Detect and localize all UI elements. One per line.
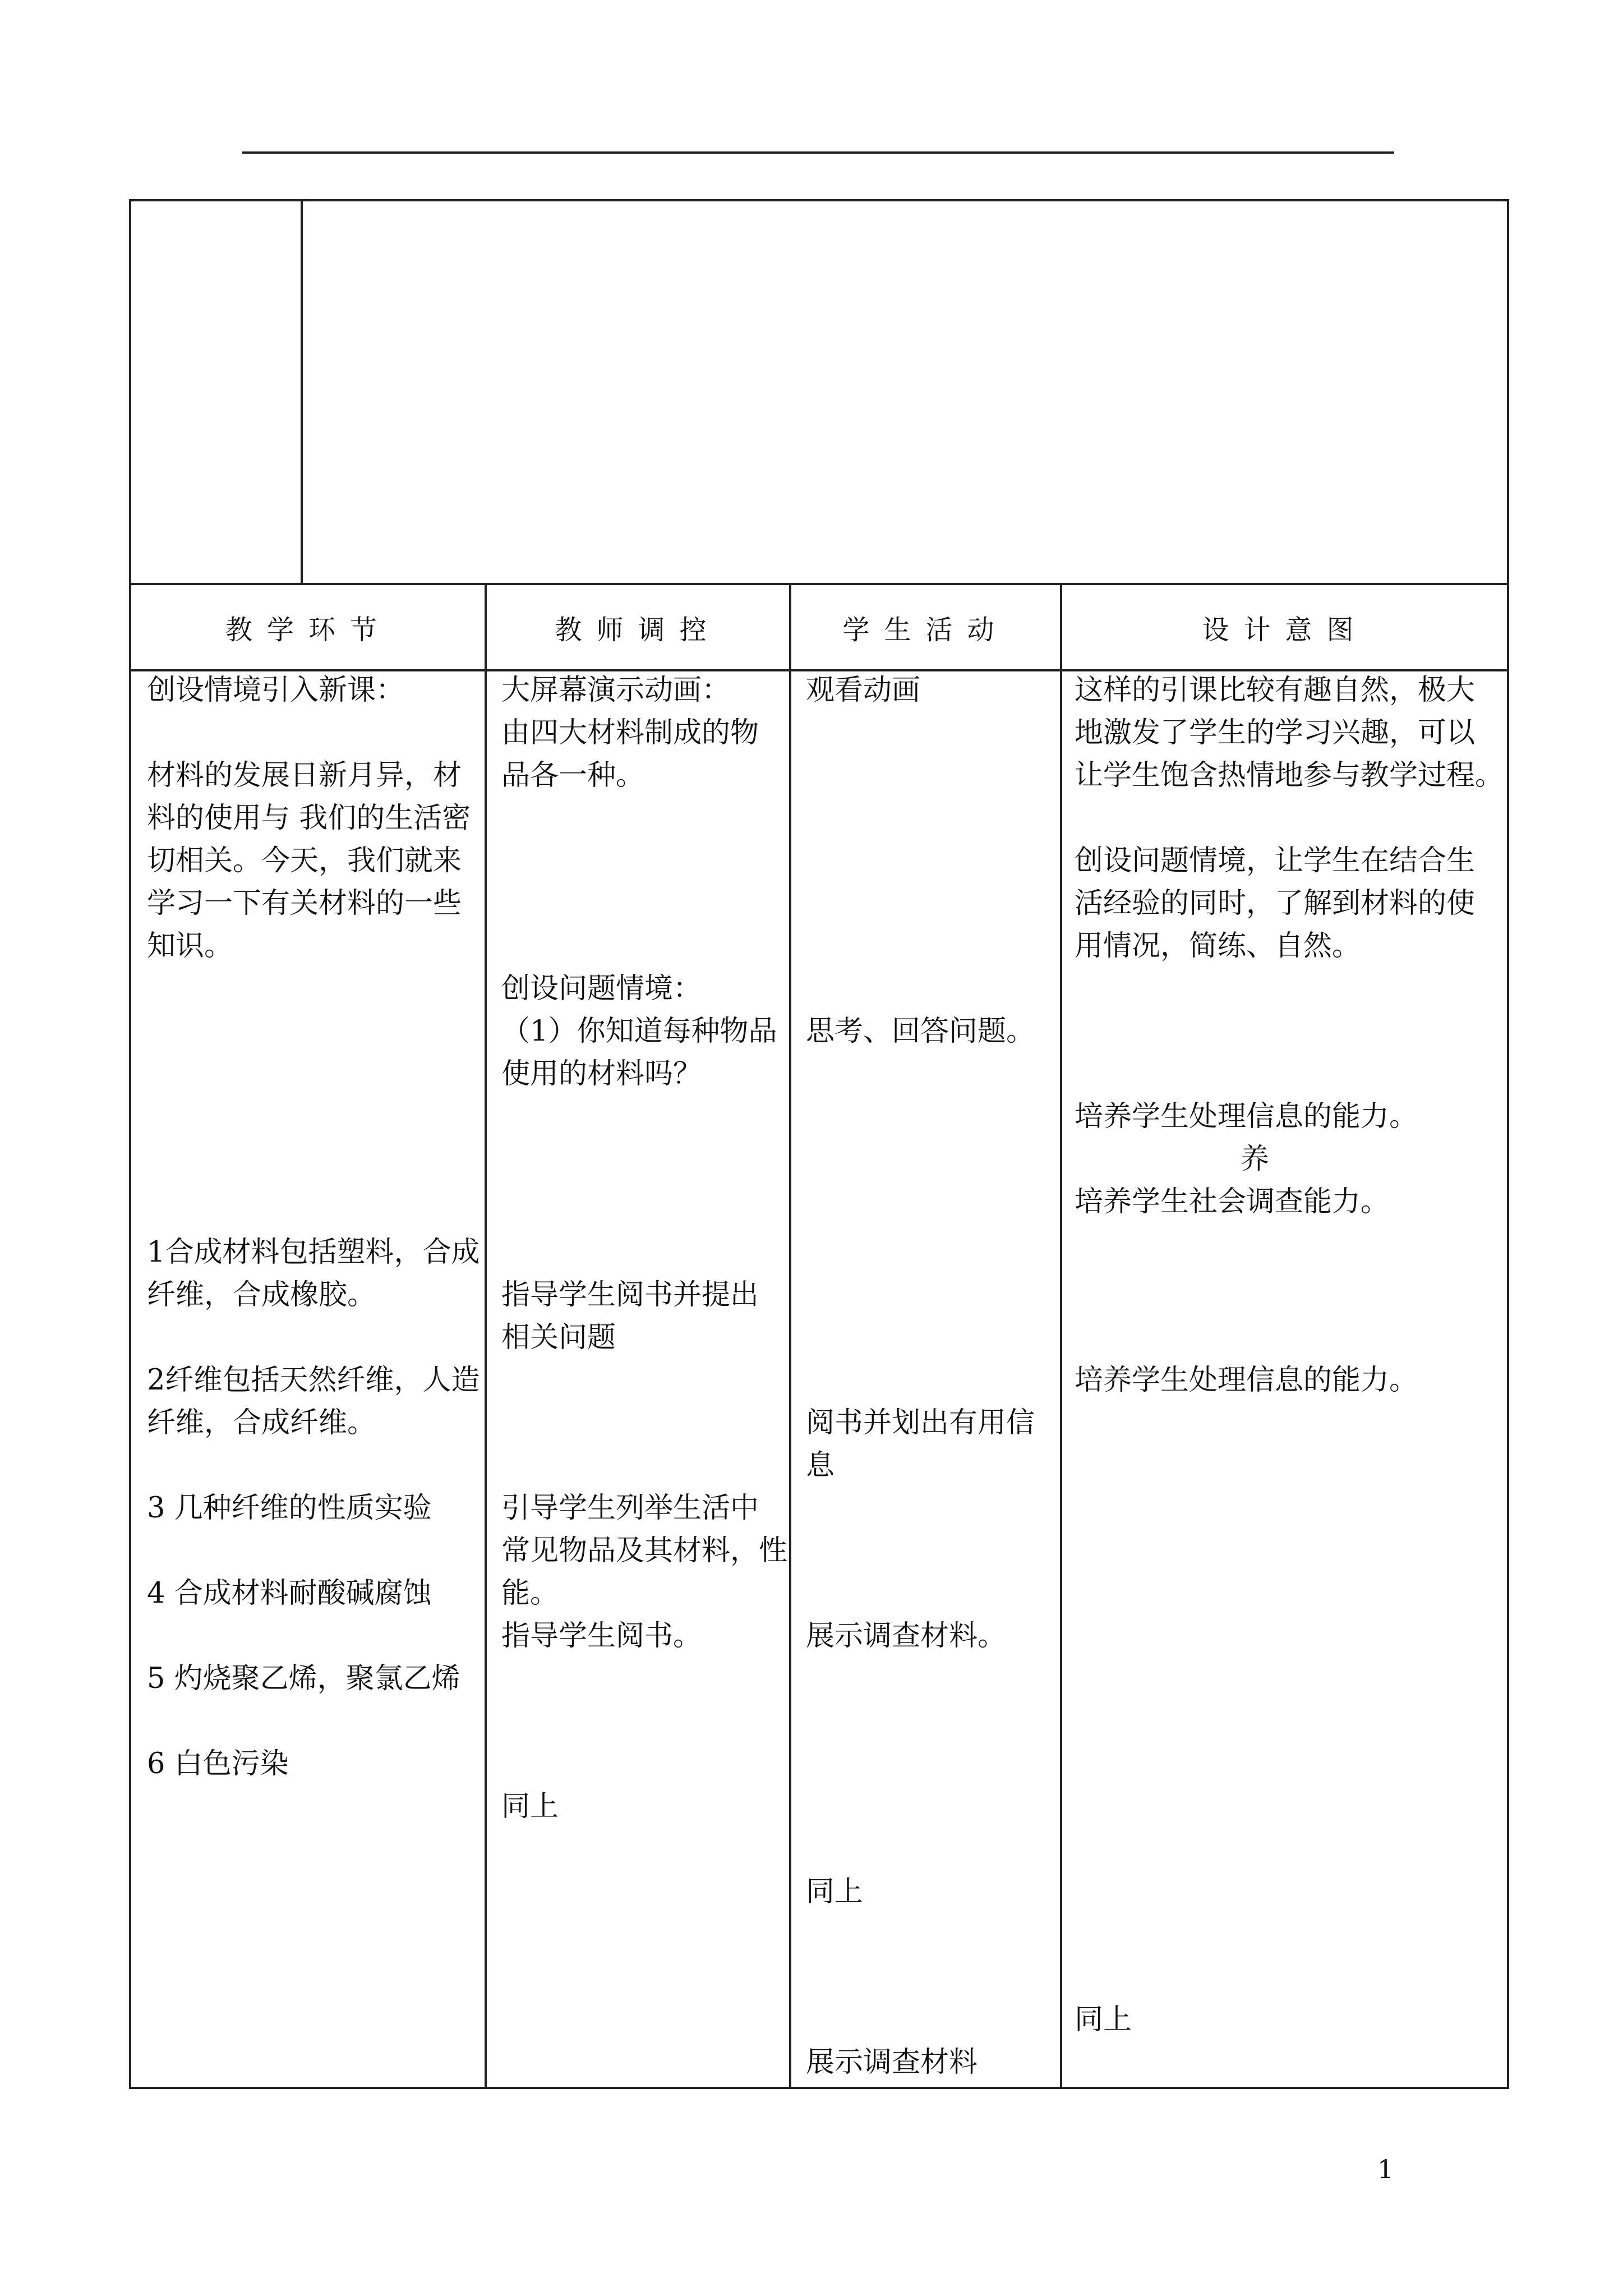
cell-student-activity [790, 669, 1060, 2087]
student-line: 息 [806, 1449, 835, 1482]
student-line: 同上 [806, 1875, 864, 1908]
student-line: 观看动画 [806, 674, 921, 707]
intent-line: 让学生饱含热情地参与教学过程。 [1075, 759, 1504, 792]
teacher-line: 常见物品及其材料，性 [501, 1534, 788, 1567]
intent-line: 培养学生处理信息的能力。 [1075, 1364, 1418, 1397]
table-header-row [131, 585, 1507, 671]
intent-line: 地激发了学生的学习兴趣，可以 [1075, 716, 1476, 749]
teacher-line: 品各一种。 [501, 759, 645, 792]
lesson-plan-table [129, 585, 1509, 2089]
stage-line: 材料的发展日新月异，材 [147, 759, 462, 792]
teacher-line: 指导学生阅书。 [501, 1619, 702, 1653]
teacher-line: 指导学生阅书并提出 [501, 1278, 759, 1312]
teacher-line: 使用的材料吗？ [501, 1057, 702, 1091]
teacher-line: 同上 [501, 1790, 559, 1823]
intent-line: 用情况，简练、自然。 [1075, 930, 1361, 963]
intent-line: 创设问题情境，让学生在结合生 [1075, 844, 1476, 877]
stage-line: 1合成材料包括塑料，合成 [147, 1236, 480, 1269]
teacher-line: 由四大材料制成的物 [501, 716, 759, 749]
stage-line: 知识。 [147, 930, 233, 963]
student-line: 阅书并划出有用信 [806, 1406, 1035, 1439]
cell-teaching-stage [131, 669, 485, 2087]
stage-line: 6 白色污染 [147, 1747, 289, 1780]
teacher-line: 相关问题 [501, 1321, 616, 1354]
intent-line: 培养学生社会调查能力。 [1075, 1185, 1390, 1218]
upper-empty-table [129, 199, 1509, 585]
stage-line: 3 几种纤维的性质实验 [147, 1492, 432, 1525]
stage-line: 纤维，合成橡胶。 [147, 1278, 376, 1312]
header-teaching-stage: 教学环节 [225, 614, 391, 646]
teacher-line: 能。 [501, 1577, 559, 1610]
stage-line: 5 灼烧聚乙烯，聚氯乙烯 [147, 1662, 460, 1695]
header-rule [242, 151, 1394, 154]
stage-line: 学习一下有关材料的一些 [147, 887, 462, 920]
student-line: 思考、回答问题。 [806, 1015, 1035, 1048]
stage-line: 创设情境引入新课： [147, 674, 405, 707]
stage-line: 料的使用与 我们的生活密 [147, 802, 471, 835]
stage-line: 2纤维包括天然纤维，人造 [147, 1364, 480, 1397]
teacher-line: 引导学生列举生活中 [501, 1492, 759, 1525]
stage-line: 4 合成材料耐酸碱腐蚀 [147, 1577, 432, 1610]
intent-line: 活经验的同时，了解到材料的使 [1075, 887, 1476, 920]
upper-table-divider [301, 201, 303, 583]
student-line: 展示调查材料 [806, 2046, 978, 2079]
teacher-line: 大屏幕演示动画： [501, 674, 731, 707]
intent-line: 培养学生处理信息的能力。 [1075, 1100, 1418, 1133]
cell-design-intent [1061, 669, 1509, 2087]
intent-line: 养 [1241, 1143, 1270, 1176]
teacher-line: 创设问题情境： [501, 972, 702, 1005]
header-design-intent: 设计意图 [1202, 614, 1368, 646]
intent-line: 这样的引课比较有趣自然，极大 [1075, 674, 1476, 707]
header-student-activity: 学生活动 [842, 614, 1009, 646]
header-teacher-control: 教师调控 [555, 614, 721, 646]
student-line: 展示调查材料。 [806, 1619, 1007, 1653]
stage-line: 纤维，合成纤维。 [147, 1406, 376, 1439]
intent-line: 同上 [1075, 2003, 1132, 2036]
page-number: 1 [1377, 2154, 1394, 2184]
cell-teacher-control [486, 669, 789, 2087]
stage-line: 切相关。今天，我们就来 [147, 844, 462, 877]
teacher-line: （1）你知道每种物品 [501, 1015, 777, 1048]
